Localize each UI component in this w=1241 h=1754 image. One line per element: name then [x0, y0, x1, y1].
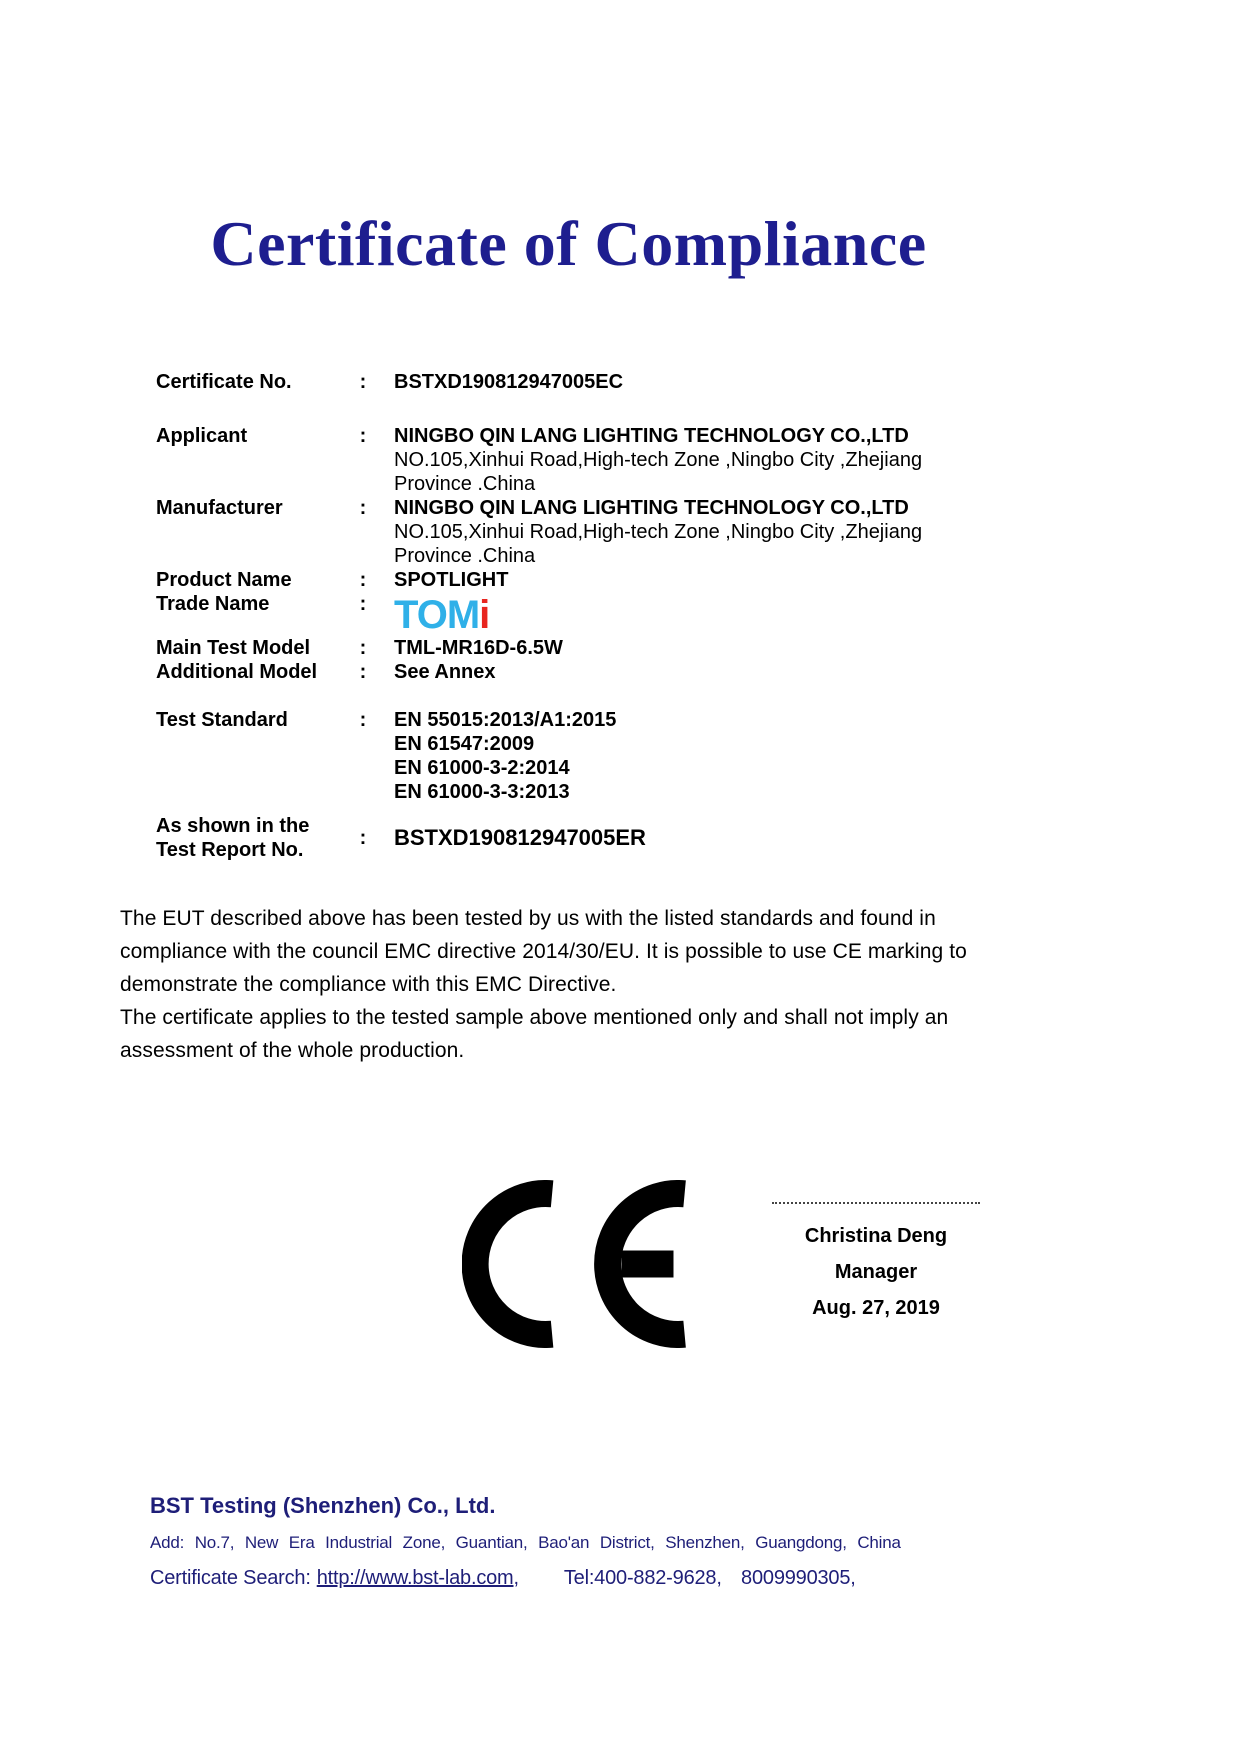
applicant-address: NO.105,Xinhui Road,High-tech Zone ,Ningbo City ,Zhejiang Province .China — [394, 449, 923, 495]
ce-mark-icon — [462, 1180, 687, 1348]
field-product-name — [120, 568, 1017, 592]
colon-separator: : — [359, 593, 367, 615]
field-test-report-no — [120, 814, 1017, 862]
test-standard-line: EN 61547:2009 — [394, 733, 535, 755]
manufacturer-value — [394, 496, 1017, 568]
field-test-standard — [120, 708, 1017, 804]
ce-mark-logo — [462, 1180, 687, 1353]
applicant-name: NINGBO QIN LANG LIGHTING TECHNOLOGY CO.,LTD — [394, 425, 909, 447]
test-standard-line: EN 61000-3-2:2014 — [394, 757, 570, 779]
additional-model-value: See Annex — [394, 661, 496, 683]
colon-separator: : — [359, 827, 367, 849]
signatory-title: Manager — [834, 1261, 918, 1283]
manufacturer-address: NO.105,Xinhui Road,High-tech Zone ,Ningbo City ,Zhejiang Province .China — [394, 521, 923, 567]
field-trade-name — [120, 592, 1017, 636]
statement-paragraph-1: The EUT described above has been tested by us with the listed standards and found in compliance with the council EMC directive 2014/30/EU. It is possible to use CE marking to demonstrate the compliance with this EMC Directive. — [120, 907, 967, 996]
issuer-telephone: Tel:400-882-9628, 8009990305, — [563, 1567, 856, 1589]
certificate-no-value: BSTXD190812947005EC — [394, 371, 624, 393]
test-standard-label: Test Standard — [156, 709, 288, 731]
applicant-label: Applicant — [156, 425, 248, 447]
field-main-test-model — [120, 636, 1017, 660]
signature-line — [772, 1202, 980, 1204]
test-report-no-value: BSTXD190812947005ER — [394, 825, 646, 850]
test-report-label-line2: Test Report No. — [156, 839, 304, 861]
applicant-value — [394, 424, 1017, 496]
colon-separator: : — [359, 425, 367, 447]
additional-model-label: Additional Model — [156, 661, 318, 683]
main-test-model-value: TML-MR16D-6.5W — [394, 637, 563, 659]
certificate-search-link[interactable]: http://www.bst-lab.com, — [316, 1567, 519, 1589]
certificate-search-label: Certificate Search: — [150, 1567, 311, 1589]
test-report-label — [120, 814, 332, 862]
colon-separator: : — [359, 569, 367, 591]
signature-block — [772, 1202, 980, 1326]
field-manufacturer — [120, 496, 1017, 568]
certificate-no-label: Certificate No. — [156, 371, 292, 393]
signature-date: Aug. 27, 2019 — [812, 1297, 940, 1319]
colon-separator: : — [359, 371, 367, 393]
test-standard-line: EN 55015:2013/A1:2015 — [394, 709, 617, 731]
colon-separator: : — [359, 637, 367, 659]
tomi-logo-tom: TOM — [394, 593, 480, 637]
test-standard-line: EN 61000-3-3:2013 — [394, 781, 570, 803]
certificate-details — [120, 370, 1017, 862]
compliance-statement — [120, 902, 1017, 1067]
colon-separator: : — [359, 497, 367, 519]
trade-name-value — [394, 592, 1017, 636]
certificate-content — [120, 206, 1017, 1067]
trade-name-label: Trade Name — [156, 593, 270, 615]
manufacturer-label: Manufacturer — [156, 497, 283, 519]
issuer-company-name: BST Testing (Shenzhen) Co., Ltd. — [150, 1493, 496, 1518]
test-report-label-line1: As shown in the — [156, 815, 310, 837]
signatory-name: Christina Deng — [804, 1225, 948, 1247]
statement-paragraph-2: The certificate applies to the tested sample above mentioned only and shall not imply an assessment of the whole production. — [120, 1006, 949, 1062]
certificate-search-line — [150, 1566, 901, 1590]
colon-separator: : — [359, 709, 367, 731]
issuer-address: Add: No.7, New Era Industrial Zone, Guantian, Bao'an District, Shenzhen, Guangdong, China — [150, 1533, 901, 1552]
field-additional-model — [120, 660, 1017, 684]
main-test-model-label: Main Test Model — [156, 637, 311, 659]
field-applicant — [120, 424, 1017, 496]
field-certificate-no — [120, 370, 1017, 394]
manufacturer-name: NINGBO QIN LANG LIGHTING TECHNOLOGY CO.,LTD — [394, 497, 909, 519]
test-standard-value — [394, 708, 1017, 804]
tomi-logo — [394, 594, 1017, 636]
product-name-value: SPOTLIGHT — [394, 569, 509, 591]
issuer-footer — [150, 1492, 901, 1590]
colon-separator: : — [359, 661, 367, 683]
tomi-logo-i: i — [479, 593, 490, 637]
product-name-label: Product Name — [156, 569, 292, 591]
page-title: Certificate of Compliance — [210, 208, 927, 279]
